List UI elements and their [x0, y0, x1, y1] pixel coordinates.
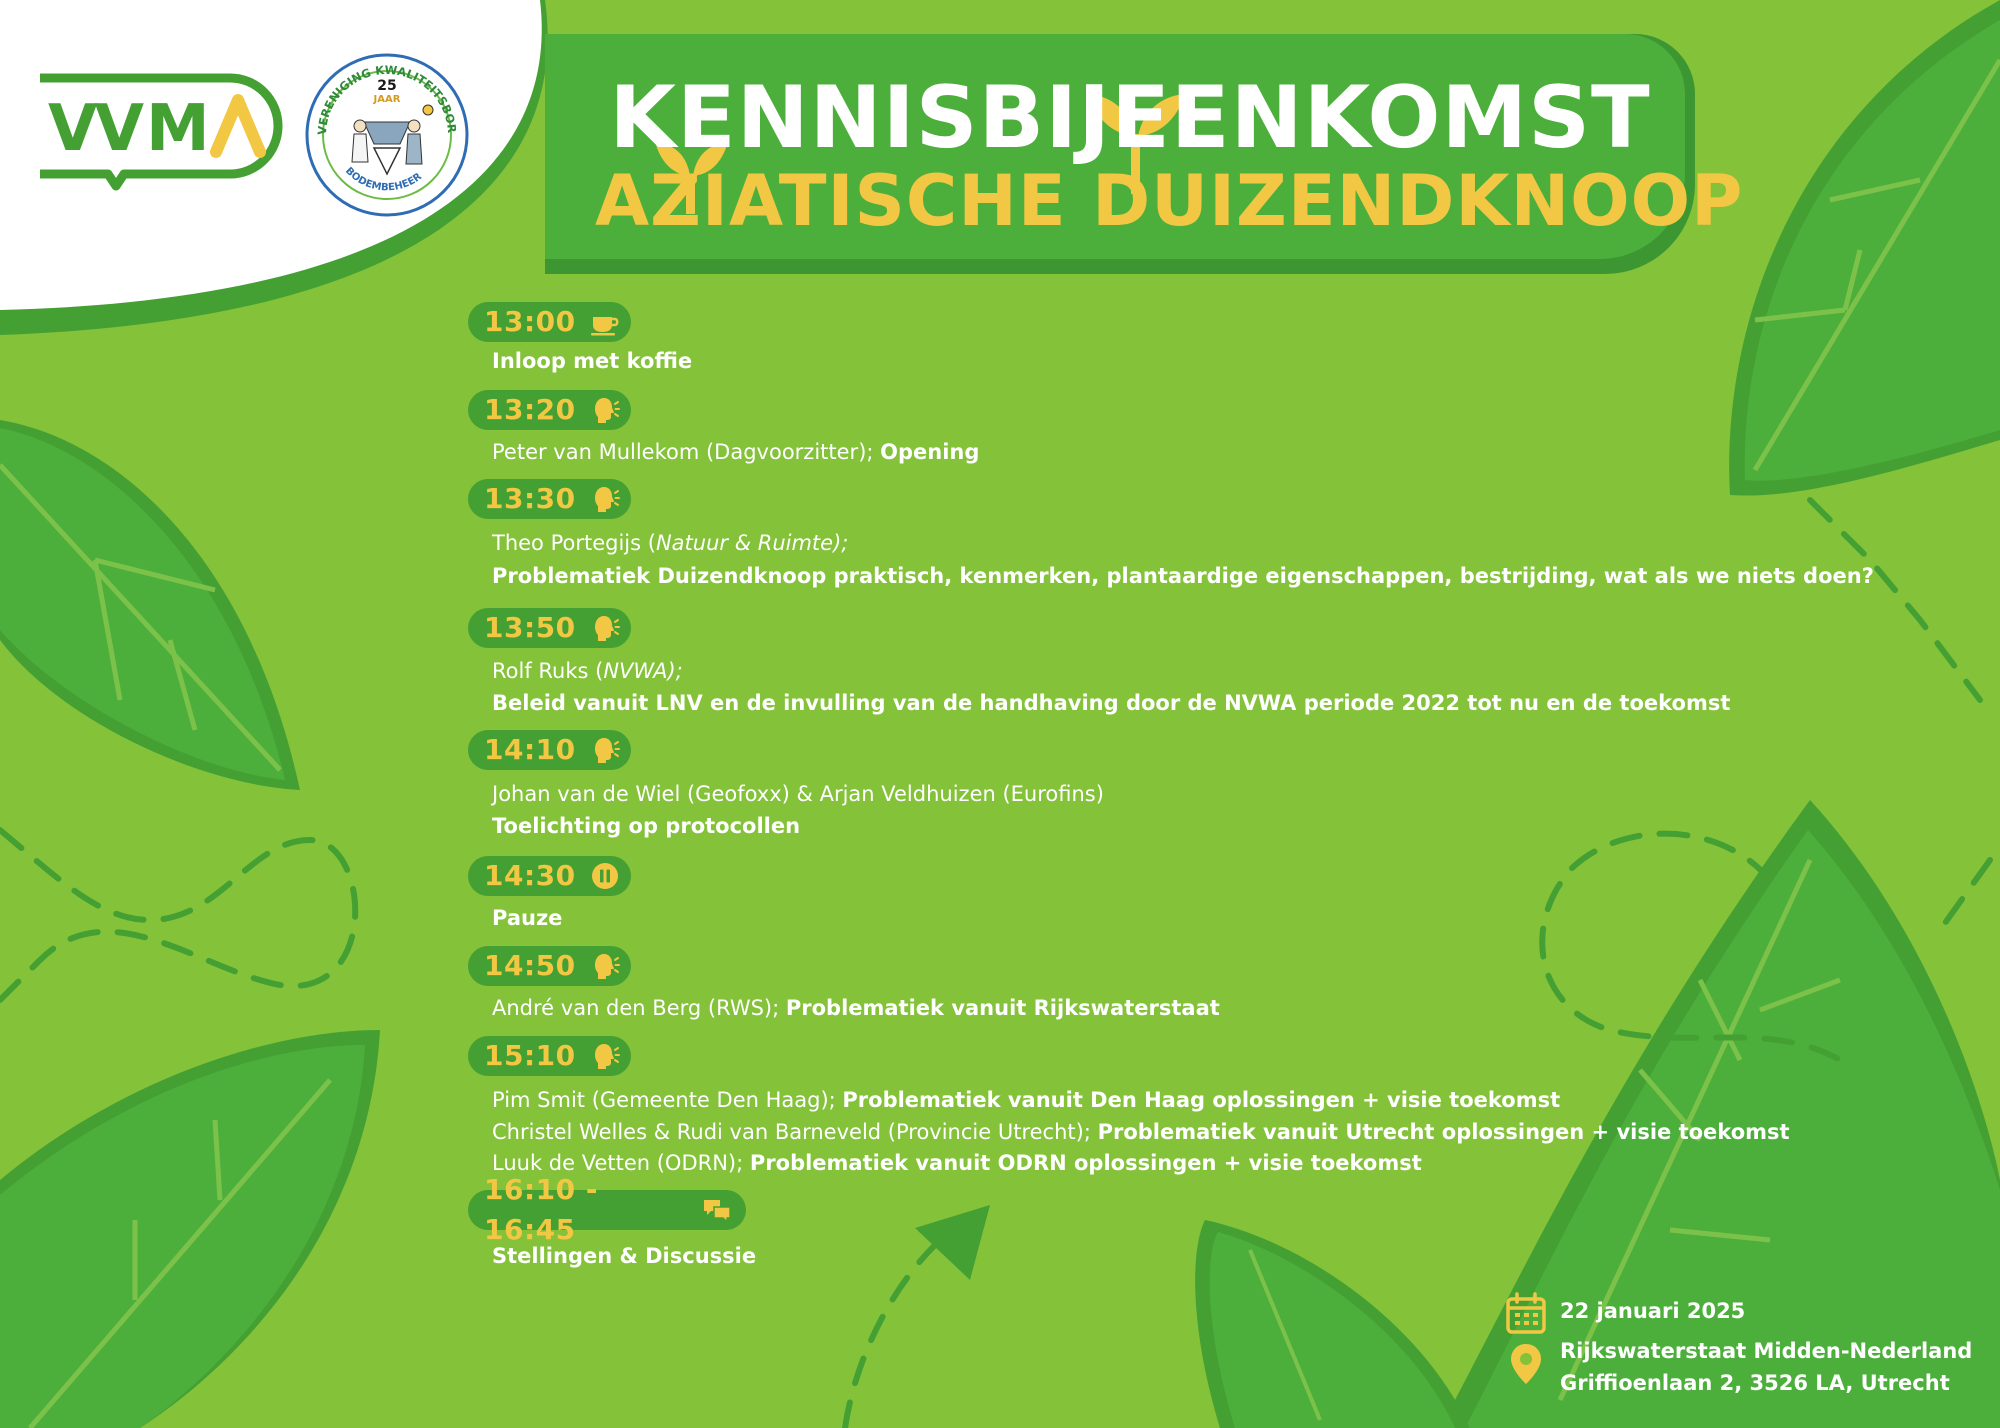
- agenda-text: Natuur & Ruimte);: [655, 531, 849, 555]
- agenda-line: [492, 1085, 1560, 1115]
- agenda-time: 15:10: [484, 1039, 576, 1072]
- agenda-text: Inloop met koffie: [492, 349, 693, 373]
- agenda-text: Peter van Mullekom (Dagvoorzitter);: [492, 440, 881, 464]
- agenda-text: Pim Smit (Gemeente Den Haag);: [492, 1088, 843, 1112]
- agenda-time: 14:30: [484, 859, 576, 892]
- agenda-text: Problematiek vanuit Rijkswaterstaat: [785, 996, 1220, 1020]
- agenda-text: Luuk de Vetten (ODRN);: [492, 1151, 750, 1175]
- time-pill: [468, 302, 631, 342]
- leaf-left-bottom: [0, 1030, 380, 1428]
- agenda-line: [492, 346, 692, 376]
- time-pill: [468, 730, 631, 770]
- agenda-time: 14:10: [484, 733, 576, 766]
- event-address: Griffioenlaan 2, 3526 LA, Utrecht: [1560, 1371, 1950, 1395]
- agenda-text: Johan van de Wiel (Geofoxx) & Arjan Veldhuizen (Eurofins): [492, 782, 1104, 806]
- agenda-text: Problematiek vanuit ODRN oplossingen + visie toekomst: [749, 1151, 1422, 1175]
- agenda-time: 14:50: [484, 949, 576, 982]
- speaker-icon: [590, 1041, 620, 1071]
- agenda-time: 13:20: [484, 393, 576, 426]
- agenda-line: [492, 561, 1874, 591]
- time-pill: [468, 856, 631, 896]
- agenda-line: [492, 993, 1220, 1023]
- svg-text:JAAR: JAAR: [373, 94, 401, 105]
- title-line2: AZIATISCHE DUIZENDKNOOP: [595, 160, 1744, 242]
- agenda-line: [492, 528, 848, 558]
- agenda-line: [492, 656, 683, 686]
- leaf-left-top: [0, 420, 300, 790]
- agenda-text: Toelichting op protocollen: [492, 814, 801, 838]
- agenda-text: Stellingen & Discussie: [492, 1244, 757, 1268]
- agenda-text: Pauze: [492, 906, 563, 930]
- event-date: 22 januari 2025: [1560, 1299, 1746, 1323]
- leaf-right-top: [1729, 0, 2000, 496]
- agenda-text: Theo Portegijs (: [492, 531, 656, 555]
- dashed-arrow-bottom: [845, 1245, 935, 1428]
- agenda-time: 16:10 - 16:45: [484, 1173, 598, 1246]
- dashed-path-left: [0, 830, 355, 1000]
- arrow-head: [915, 1205, 990, 1280]
- agenda-time: 13:00: [484, 305, 576, 338]
- speaker-icon: [590, 735, 620, 765]
- svg-text:VERENIGING KWALITEITSBORGING: VERENIGING KWALITEITSBOR: [314, 62, 460, 136]
- title-banner: [545, 34, 1744, 274]
- time-pill: [468, 1036, 631, 1076]
- svg-text:BODEMBEHEER: BODEMBEHEER: [342, 165, 424, 194]
- svg-text:M: M: [146, 92, 210, 166]
- time-pill: [468, 479, 631, 519]
- speaker-icon: [590, 613, 620, 643]
- speaker-icon: [590, 951, 620, 981]
- speaker-icon: [590, 484, 620, 514]
- svg-text:25: 25: [377, 78, 397, 94]
- chat-bubbles-icon: [702, 1195, 732, 1225]
- agenda-time: 13:30: [484, 482, 576, 515]
- agenda-text: Opening: [880, 440, 980, 464]
- pause-icon: [590, 861, 620, 891]
- agenda-text: Rolf Ruks (: [492, 659, 604, 683]
- event-location-name: Rijkswaterstaat Midden-Nederland: [1560, 1339, 1973, 1363]
- agenda-text: Problematiek Duizendknoop praktisch, kenmerken, plantaardige eigenschappen, bestrijding, wat als we niets doen?: [492, 564, 1874, 588]
- location-pin-icon: [1508, 1342, 1544, 1386]
- agenda-text: André van den Berg (RWS);: [492, 996, 786, 1020]
- agenda-line: [492, 903, 562, 933]
- agenda-line: [492, 1241, 756, 1271]
- time-pill: [468, 608, 631, 648]
- svg-text:VV: VV: [48, 92, 142, 166]
- time-pill: [468, 946, 631, 986]
- agenda-line: [492, 811, 800, 841]
- agenda-line: [492, 437, 979, 467]
- agenda-text: Problematiek vanuit Utrecht oplossingen + visie toekomst: [1097, 1120, 1790, 1144]
- time-pill: [468, 390, 631, 430]
- agenda-line: [492, 1117, 1790, 1147]
- calendar-icon: [1504, 1292, 1548, 1336]
- agenda-line: [492, 688, 1730, 718]
- agenda-line: [492, 779, 1104, 809]
- title-line1: KENNISBIJEENKOMST: [609, 68, 1651, 168]
- agenda-text: Problematiek vanuit Den Haag oplossingen + visie toekomst: [842, 1088, 1561, 1112]
- kwaliteitsborging-seal-logo: [304, 52, 470, 218]
- vvma-logo: [30, 72, 290, 192]
- agenda-text: Christel Welles & Rudi van Barneveld (Provincie Utrecht);: [492, 1120, 1098, 1144]
- agenda-text: Beleid vanuit LNV en de invulling van de handhaving door de NVWA periode 2022 tot nu en de toekomst: [492, 691, 1731, 715]
- time-pill: [468, 1173, 746, 1246]
- agenda-time: 13:50: [484, 611, 576, 644]
- agenda-text: NVWA);: [603, 659, 683, 683]
- speaker-icon: [590, 395, 620, 425]
- coffee-cup-icon: [590, 307, 620, 337]
